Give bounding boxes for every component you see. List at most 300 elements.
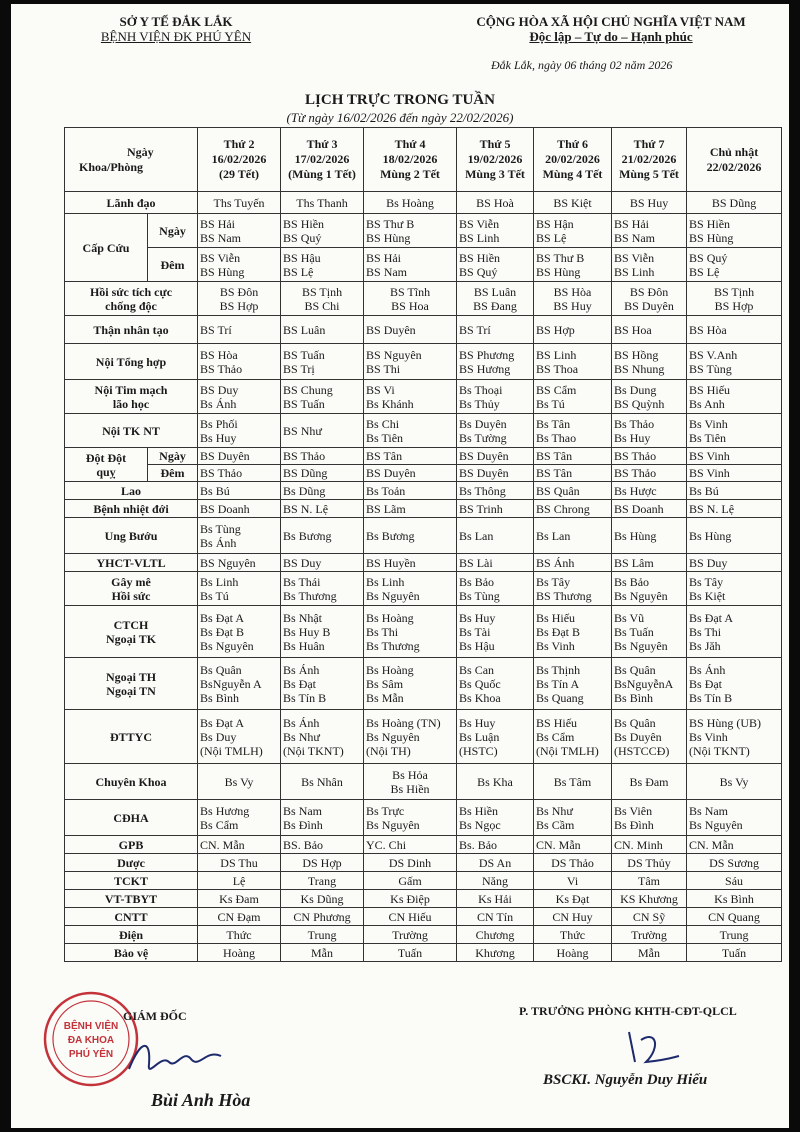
department-cell xyxy=(65,554,198,572)
duty-cell xyxy=(281,414,364,448)
staff-name: Mẫn xyxy=(638,945,661,960)
staff-name: BS Tuấn xyxy=(283,347,325,362)
department-cell xyxy=(65,854,198,872)
duty-cell xyxy=(281,192,364,214)
staff-name: BS Quân xyxy=(536,483,580,498)
staff-name: Bs Thủy xyxy=(459,396,500,411)
staff-name: Bs Huân xyxy=(283,638,325,653)
staff-name: Bs Viên xyxy=(614,803,653,818)
department-label: Bệnh nhiệt đới xyxy=(93,501,169,516)
staff-name: Bs Tây xyxy=(536,574,571,589)
staff-name: Bs Tâm xyxy=(553,774,592,789)
staff-name: Bs Đạt B xyxy=(200,624,245,639)
duty-cell xyxy=(364,380,457,414)
stamp-line-3: PHÚ YÊN xyxy=(68,1049,114,1060)
duty-cell xyxy=(687,572,782,606)
staff-name: Bs Tài xyxy=(459,624,491,639)
staff-name: BS Thảo xyxy=(200,361,243,376)
staff-name: BS Nam xyxy=(366,264,408,279)
duty-cell xyxy=(687,908,782,926)
duty-cell xyxy=(281,710,364,764)
duty-cell xyxy=(457,316,534,344)
corner-day-label: Ngày xyxy=(127,144,154,159)
duty-cell xyxy=(457,944,534,962)
staff-name: Bs Nguyên xyxy=(200,638,254,653)
staff-name: BS Tùng xyxy=(689,361,732,376)
duty-cell xyxy=(612,944,687,962)
duty-cell xyxy=(687,658,782,710)
staff-name: CN Sỹ xyxy=(632,909,666,924)
staff-name: Bs Như xyxy=(283,729,320,744)
staff-name: BS Lệ xyxy=(536,230,567,245)
staff-name: Bs Thi xyxy=(689,624,722,639)
staff-name: BS Hiền xyxy=(459,250,501,265)
duty-cell xyxy=(687,872,782,890)
duty-cell xyxy=(612,926,687,944)
staff-name: BS Hoa xyxy=(391,298,429,313)
staff-name: BS Hiếu xyxy=(536,715,578,730)
schedule-row xyxy=(65,572,782,606)
staff-name: BS Tân xyxy=(366,449,403,463)
staff-name: Bs Tú xyxy=(200,588,229,603)
duty-cell xyxy=(687,192,782,214)
staff-name: BS N. Lệ xyxy=(689,501,735,516)
department-label: Nội Tim mạch xyxy=(94,382,168,397)
staff-name: BS Doanh xyxy=(200,501,250,516)
staff-name: BS Duyên xyxy=(366,466,416,480)
duty-cell xyxy=(534,448,612,465)
staff-name: BS Linh xyxy=(536,347,577,362)
duty-cell xyxy=(198,658,281,710)
staff-name: Bs Thảo xyxy=(614,416,655,431)
day-header: Thứ 6 20/02/2026 Mùng 4 Tết xyxy=(534,128,612,192)
duty-cell xyxy=(612,836,687,854)
department-label: Lãnh đạo xyxy=(106,195,156,210)
duty-cell xyxy=(457,554,534,572)
duty-cell xyxy=(364,872,457,890)
corner-dept-label: Khoa/Phòng xyxy=(79,159,144,174)
duty-cell xyxy=(198,465,281,482)
staff-name: Bs Vũ xyxy=(614,610,645,625)
staff-name: BS Nguyên xyxy=(366,347,422,362)
duty-cell xyxy=(687,800,782,836)
staff-name: BS Thương xyxy=(536,588,592,603)
duty-cell xyxy=(281,214,364,248)
staff-name: Bs Nguyên xyxy=(366,817,420,832)
stamp-line-1: BỆNH VIỆN xyxy=(63,1021,119,1032)
staff-name: BS Hòa xyxy=(553,284,592,299)
schedule-row xyxy=(65,482,782,500)
staff-name: Thức xyxy=(226,927,252,942)
staff-name: BS N. Lệ xyxy=(283,501,329,516)
duty-cell xyxy=(457,836,534,854)
staff-name: BS Duy xyxy=(689,555,728,570)
staff-name: CN. Mẫn xyxy=(200,837,245,852)
staff-name: CN Hiếu xyxy=(388,909,432,924)
duty-cell xyxy=(687,465,782,482)
department-label: Ngoại TK xyxy=(105,631,157,646)
staff-name: Bs Lan xyxy=(536,528,571,543)
schedule-row xyxy=(65,282,782,316)
staff-name: BS Linh xyxy=(614,264,655,279)
staff-name: BS Hậu xyxy=(283,250,321,265)
duty-cell xyxy=(687,836,782,854)
duty-cell xyxy=(198,448,281,465)
department-cell xyxy=(65,192,198,214)
shift-cell: Đêm xyxy=(148,465,198,482)
staff-name: BS Hợp xyxy=(219,298,259,313)
duty-cell xyxy=(534,414,612,448)
staff-name: Ths Thanh xyxy=(296,195,348,210)
department-label: GPB xyxy=(118,837,144,852)
schedule-row xyxy=(65,872,782,890)
shift-cell: Đêm xyxy=(148,248,198,282)
staff-name: BS Doanh xyxy=(614,501,664,516)
staff-name: BS Đôn xyxy=(219,284,259,299)
staff-name: BS Nguyên xyxy=(200,555,256,570)
duty-cell xyxy=(281,344,364,380)
duty-cell xyxy=(198,606,281,658)
staff-name: BS Hùng xyxy=(366,230,411,245)
staff-name: BS Hải xyxy=(614,216,650,231)
staff-name: Bs Đình xyxy=(283,817,323,832)
duty-cell xyxy=(687,248,782,282)
staff-name: BS Viễn xyxy=(614,250,655,265)
staff-name: Bs Chi xyxy=(366,416,400,431)
duty-cell xyxy=(687,482,782,500)
staff-name: Bs Vinh xyxy=(536,638,575,653)
staff-name: Vi xyxy=(566,873,579,888)
staff-name: Năng xyxy=(482,873,509,888)
header-row xyxy=(65,128,782,192)
duty-cell xyxy=(281,248,364,282)
staff-name: BS Duy xyxy=(283,555,322,570)
staff-name: Bs Nhật xyxy=(283,610,323,625)
day-header: Thứ 3 17/02/2026 (Mùng 1 Tết) xyxy=(281,128,364,192)
staff-name: Bs Bảo xyxy=(459,574,495,589)
schedule-row xyxy=(65,554,782,572)
staff-name: BS Kiệt xyxy=(553,195,592,210)
staff-name: Tâm xyxy=(638,873,661,888)
staff-name: Bs Ánh xyxy=(689,662,726,677)
duty-cell xyxy=(281,854,364,872)
staff-name: BS Tĩnh xyxy=(389,284,431,299)
department-label: Điện xyxy=(119,927,143,942)
duty-cell xyxy=(687,282,782,316)
staff-name: Bs Thao xyxy=(536,430,577,445)
day-header: Thứ 2 16/02/2026 (29 Tết) xyxy=(198,128,281,192)
header-left xyxy=(61,14,291,44)
department-label: Ngoại TH xyxy=(105,669,157,684)
staff-name: BS Luân xyxy=(283,322,326,337)
staff-name: Bs Hỏa xyxy=(392,767,428,782)
staff-name: Bs Nguyên xyxy=(366,588,420,603)
staff-name: BS Chung xyxy=(283,382,333,397)
staff-name: Bs Nhân xyxy=(301,774,343,789)
department-cell xyxy=(65,710,198,764)
staff-name: BS Thoa xyxy=(536,361,579,376)
staff-name: Bs Kha xyxy=(477,774,513,789)
department-cell xyxy=(65,482,198,500)
staff-name: BS Quỳnh xyxy=(614,396,665,411)
staff-name: BS Hùng xyxy=(200,264,245,279)
department-cell xyxy=(65,316,198,344)
staff-name: BS Quý xyxy=(283,230,322,245)
staff-name: Bs Cầm xyxy=(536,817,575,832)
staff-name: Bs Nam xyxy=(689,803,729,818)
shift-cell: Ngày xyxy=(148,448,198,465)
schedule-row xyxy=(65,908,782,926)
duty-cell xyxy=(364,908,457,926)
duty-cell xyxy=(534,380,612,414)
department-cell xyxy=(65,836,198,854)
duty-cell xyxy=(198,926,281,944)
staff-name: Bs Bương xyxy=(366,528,415,543)
staff-name: Bs. Bảo xyxy=(459,837,498,852)
staff-name: BS Duy xyxy=(200,382,239,397)
staff-name: Bs Can xyxy=(459,662,495,677)
staff-name: Bs Hùng xyxy=(689,528,732,543)
staff-name: Bs Vinh xyxy=(689,729,728,744)
duty-cell xyxy=(364,316,457,344)
staff-name: Bs Hiền xyxy=(459,803,499,818)
duty-cell xyxy=(364,344,457,380)
staff-name: DS Thủy xyxy=(627,855,671,870)
staff-name: BS Huyền xyxy=(366,555,416,570)
duty-cell xyxy=(534,554,612,572)
staff-name: BS Lãm xyxy=(366,501,406,516)
schedule-row xyxy=(65,448,782,465)
department-label: Nội TK NT xyxy=(102,423,160,438)
staff-name: Bs Quốc xyxy=(459,676,501,691)
staff-name: Bs Anh xyxy=(689,396,725,411)
duty-cell xyxy=(534,944,612,962)
staff-name: DS Thu xyxy=(220,855,258,870)
page-subtitle: (Từ ngày 16/02/2026 đến ngày 22/02/2026) xyxy=(286,110,514,125)
department-label: Thận nhân tạo xyxy=(93,322,169,337)
day-header: Thứ 7 21/02/2026 Mùng 5 Tết xyxy=(612,128,687,192)
staff-name: Bs Tiên xyxy=(689,430,727,445)
duty-cell xyxy=(534,836,612,854)
staff-name: Bs Quân xyxy=(200,662,242,677)
duty-cell xyxy=(687,926,782,944)
staff-name: BS Vinh xyxy=(689,466,730,480)
deputy-head-name: BSCKI. Nguyễn Duy Hiếu xyxy=(543,1072,708,1088)
duty-cell xyxy=(198,316,281,344)
staff-name: Bs Đạt A xyxy=(689,610,734,625)
staff-name: BS Vinh xyxy=(689,449,730,463)
duty-cell xyxy=(281,465,364,482)
duty-cell xyxy=(612,658,687,710)
staff-name: BS Luân xyxy=(473,284,517,299)
schedule-row xyxy=(65,710,782,764)
corner-cell xyxy=(65,128,198,192)
duty-cell xyxy=(534,764,612,800)
staff-name: (HSTC) xyxy=(459,743,498,758)
duty-cell xyxy=(612,414,687,448)
staff-name: Bs Thái xyxy=(283,574,321,589)
staff-name: BS Tịnh xyxy=(301,284,343,299)
duty-cell xyxy=(281,836,364,854)
duty-cell xyxy=(612,890,687,908)
staff-name: Sáu xyxy=(725,873,744,888)
staff-name: Bs Quân xyxy=(614,715,656,730)
department-cell xyxy=(65,944,198,962)
staff-name: Bs Phối xyxy=(200,416,238,431)
staff-name: Bs Đạt xyxy=(283,676,317,691)
schedule-row xyxy=(65,192,782,214)
department-label: CĐHA xyxy=(113,810,149,825)
staff-name: Khương xyxy=(475,945,515,960)
staff-name: BS Hùng xyxy=(689,230,734,245)
duty-cell xyxy=(687,414,782,448)
staff-name: BS Thảo xyxy=(614,449,657,463)
country-motto: CỘNG HÒA XÃ HỘI CHỦ NGHĨA VIỆT NAM xyxy=(476,14,746,29)
department-label: lão học xyxy=(112,396,150,411)
staff-name: (Nội TKNT) xyxy=(689,743,750,758)
staff-name: BS Thảo xyxy=(283,449,326,463)
staff-name: Bs Tuấn xyxy=(614,624,654,639)
staff-name: CN Quang xyxy=(708,909,760,924)
schedule-row xyxy=(65,414,782,448)
duty-cell xyxy=(457,414,534,448)
duty-cell xyxy=(281,448,364,465)
duty-cell xyxy=(457,764,534,800)
staff-name: BS Nam xyxy=(200,230,242,245)
duty-cell xyxy=(457,800,534,836)
staff-name: Bs Thoại xyxy=(459,382,503,397)
duty-cell xyxy=(364,836,457,854)
duty-cell xyxy=(612,518,687,554)
department-cell xyxy=(65,282,198,316)
staff-name: Ths Tuyến xyxy=(213,195,265,210)
duty-cell xyxy=(457,448,534,465)
staff-name: Bs Ánh xyxy=(200,396,237,411)
page-title: LỊCH TRỰC TRONG TUẦN xyxy=(305,92,495,108)
staff-name: CN Đạm xyxy=(217,909,261,924)
duty-cell xyxy=(281,518,364,554)
duty-cell xyxy=(364,890,457,908)
staff-name: Bs Luận xyxy=(459,729,500,744)
staff-name: BS Thư B xyxy=(366,216,415,231)
staff-name: Bs Ánh xyxy=(283,715,320,730)
staff-name: Trang xyxy=(307,873,337,888)
duty-cell xyxy=(198,572,281,606)
schedule-row xyxy=(65,465,782,482)
duty-cell xyxy=(198,872,281,890)
staff-name: Ks Đạt xyxy=(555,891,590,906)
staff-name: BS Hợp xyxy=(714,298,754,313)
duty-cell xyxy=(198,282,281,316)
department-cell xyxy=(65,448,148,482)
staff-name: Bs Ánh xyxy=(200,535,237,550)
staff-name: BS Trinh xyxy=(459,501,503,516)
staff-name: Bs Bú xyxy=(200,483,230,498)
staff-name: Bs Kiệt xyxy=(689,588,726,603)
staff-name: KS Khương xyxy=(620,891,678,906)
staff-name: BS Trí xyxy=(200,322,232,337)
staff-name: Bs Thông xyxy=(459,483,506,498)
duty-cell xyxy=(281,890,364,908)
duty-cell xyxy=(198,214,281,248)
staff-name: Bs Toản xyxy=(366,483,406,498)
staff-name: BS Thi xyxy=(366,361,401,376)
staff-name: Bs Hiếu xyxy=(536,610,576,625)
staff-name: Bs Nguyên xyxy=(614,588,668,603)
department-cell xyxy=(65,518,198,554)
department-cell xyxy=(65,890,198,908)
duty-cell xyxy=(281,482,364,500)
duty-cell xyxy=(534,890,612,908)
staff-name: Bs Cẩm xyxy=(536,729,575,744)
duty-cell xyxy=(534,344,612,380)
staff-name: Trường xyxy=(392,927,428,942)
duty-cell xyxy=(364,854,457,872)
duty-cell xyxy=(457,248,534,282)
duty-cell xyxy=(534,192,612,214)
department-cell xyxy=(65,572,198,606)
shift-cell: Ngày xyxy=(148,214,198,248)
staff-name: DS An xyxy=(478,855,512,870)
staff-name: Bs Thương xyxy=(283,588,337,603)
staff-name: Trung xyxy=(307,927,337,942)
staff-name: BS Nhung xyxy=(614,361,665,376)
duty-cell xyxy=(457,908,534,926)
staff-name: Tuấn xyxy=(721,945,747,960)
staff-name: BS Thư B xyxy=(536,250,585,265)
staff-name: Bs Tú xyxy=(536,396,565,411)
staff-name: BS Hồng xyxy=(614,347,659,362)
department-cell xyxy=(65,214,148,282)
staff-name: Bs Nguyên xyxy=(366,729,420,744)
staff-name: Bs Thi xyxy=(366,624,399,639)
staff-name: Lệ xyxy=(232,873,246,888)
document-page xyxy=(11,4,789,1128)
staff-name: Bs Đình xyxy=(614,817,654,832)
department-label: TCKT xyxy=(114,873,149,888)
duty-cell xyxy=(687,710,782,764)
staff-name: Trung xyxy=(719,927,749,942)
staff-name: CN Phương xyxy=(293,909,351,924)
department-cell xyxy=(65,926,198,944)
deputy-head-signature xyxy=(611,1022,691,1072)
department-cell xyxy=(65,606,198,658)
staff-name: CN. Mẫn xyxy=(536,837,581,852)
duty-cell xyxy=(612,465,687,482)
staff-name: Chương xyxy=(475,927,515,942)
staff-name: Bs Bương xyxy=(283,528,332,543)
duty-cell xyxy=(457,890,534,908)
department-label: quỵ xyxy=(96,464,116,479)
department-cell xyxy=(65,500,198,518)
staff-name: BS Hải xyxy=(366,250,402,265)
department-label: Ung Bướu xyxy=(104,528,158,543)
duty-cell xyxy=(364,710,457,764)
staff-name: Bs Tiên xyxy=(366,430,404,445)
duty-cell xyxy=(612,282,687,316)
staff-name: BS Cẩm xyxy=(536,382,577,397)
staff-name: BS Duyên xyxy=(366,322,416,337)
duty-cell xyxy=(281,872,364,890)
header-right xyxy=(441,14,781,44)
schedule-row xyxy=(65,944,782,962)
duty-cell xyxy=(198,890,281,908)
staff-name: Bs Hoàng xyxy=(366,610,414,625)
independence-motto: Độc lập – Tự do – Hạnh phúc xyxy=(529,29,693,44)
duty-cell xyxy=(612,500,687,518)
staff-name: BS Hải xyxy=(200,216,236,231)
duty-cell xyxy=(281,554,364,572)
